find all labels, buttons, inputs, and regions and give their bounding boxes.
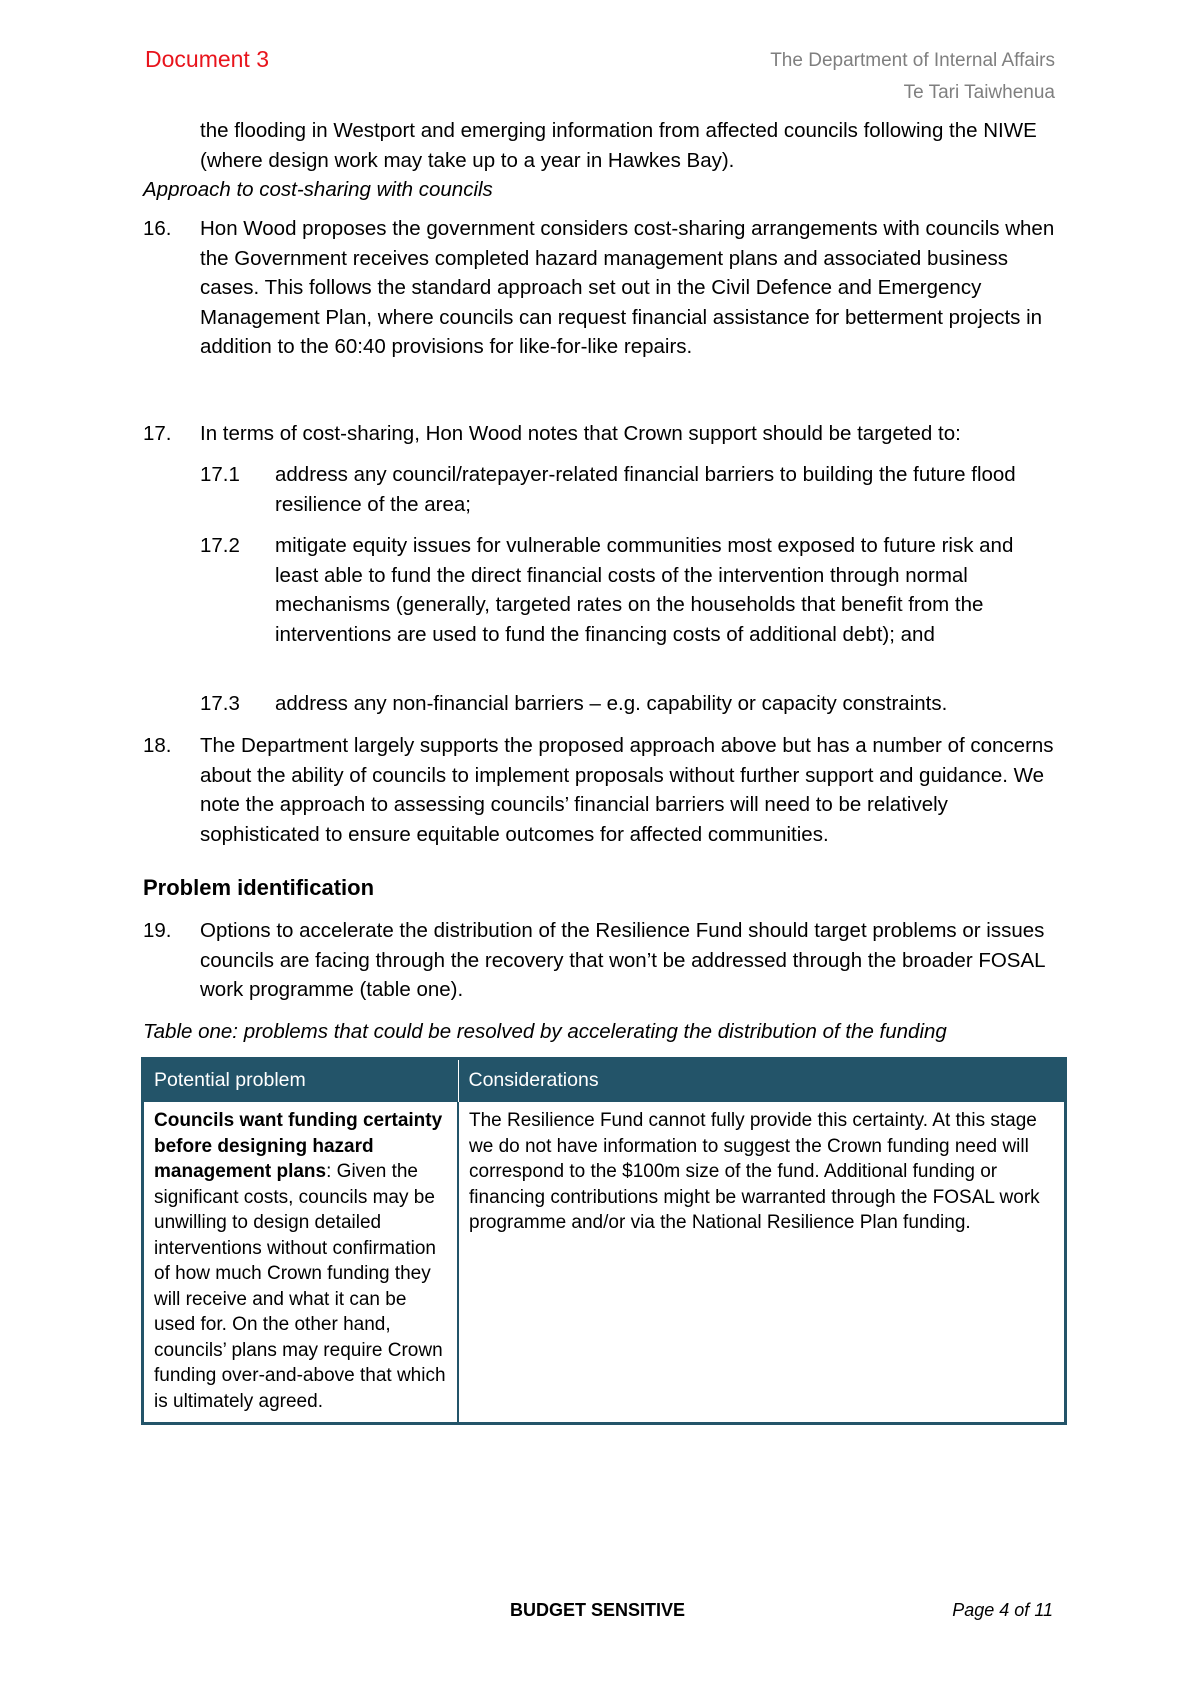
paragraph-text: In terms of cost-sharing, Hon Wood notes that Crown support should be targeted to: [200,422,961,445]
subparagraph-text: mitigate equity issues for vulnerable communities most exposed to future risk and least able to fund the direct financial costs of the intervention through normal mechanisms (generally, targeted rates on the households that benefit from the interventions are used to fund the financing costs of additional debt); and [275,534,1014,646]
problem-title: Councils want funding certainty before designing hazard management plans [154,1110,443,1182]
problem-cell [143,1102,459,1424]
footer-classification: BUDGET SENSITIVE [510,1600,686,1620]
continuation-text: the flooding in Westport and emerging information from affected councils following the NIWE (where design work may take up to a year in Hawkes Bay). [200,119,1037,172]
section-heading: Problem identification [143,875,375,900]
paragraph-text: The Department largely supports the proposed approach above but has a number of concerns about the ability of councils to implement proposals without further support and guidance. We note the approach to assessing councils’ financial barriers will need to be relatively sophisticated to ensure equitable outcomes for affected communities. [200,734,1054,846]
paragraph-number: 19. [143,919,172,942]
subparagraph-number: 17.2 [200,534,240,557]
problems-table [141,1057,1067,1425]
paragraph-number: 16. [143,217,172,240]
header-organisation-maori: Te Tari Taiwhenua [903,82,1055,103]
subparagraph-number: 17.1 [200,463,240,486]
paragraph-number: 17. [143,422,172,445]
subparagraph-text: address any non-financial barriers – e.g. capability or capacity constraints. [275,692,948,715]
paragraph-text: Hon Wood proposes the government considers cost-sharing arrangements with councils when the Government receives completed hazard management plans and associated business cases. This follows the standard approach set out in the Civil Defence and Emergency Management Plan, where councils can request financial assistance for betterment projects in addition to the 60:40 provisions for like-for-like repairs. [200,217,1055,358]
subheading-cost-sharing: Approach to cost-sharing with councils [143,178,493,201]
subparagraph-number: 17.3 [200,692,240,715]
table-row [143,1102,1066,1424]
footer-page-number: Page 4 of 11 [952,1600,1053,1620]
column-header-potential-problem: Potential problem [143,1059,459,1103]
paragraph-text: Options to accelerate the distribution of the Resilience Fund should target problems or issues councils are facing through the recovery that won’t be addressed through the broader FOSAL work programme (table one). [200,919,1045,1001]
document-label: Document 3 [145,46,270,72]
paragraph-16 [143,214,1063,362]
column-header-considerations: Considerations [458,1059,1066,1103]
subparagraph-17-1 [200,460,1060,519]
subparagraph-17-3 [200,689,1060,719]
paragraph-19 [143,916,1063,1005]
considerations-cell: The Resilience Fund cannot fully provide this certainty. At this stage we do not have information to suggest the Crown funding need will correspond to the $100m size of the fund. Additional funding or financing contributions might be warranted through the FOSAL work programme and/or via the National Resilience Plan funding. [469,1110,1040,1233]
subparagraph-17-2 [200,531,1060,649]
paragraph-18 [143,731,1063,849]
table-header-row [143,1059,1066,1103]
subparagraph-text: address any council/ratepayer-related financial barriers to building the future flood resilience of the area; [275,463,1016,516]
paragraph-17 [143,419,1063,449]
header-organisation: The Department of Internal Affairs [770,50,1055,71]
problem-description: : Given the significant costs, councils may be unwilling to design detailed interventions without confirmation of how much Crown funding they will receive and what it can be used for. On the other hand, councils’ plans may require Crown funding over-and-above that which is ultimately agreed. [154,1161,446,1412]
table-caption: Table one: problems that could be resolved by accelerating the distribution of the funding [143,1020,947,1043]
paragraph-number: 18. [143,734,172,757]
